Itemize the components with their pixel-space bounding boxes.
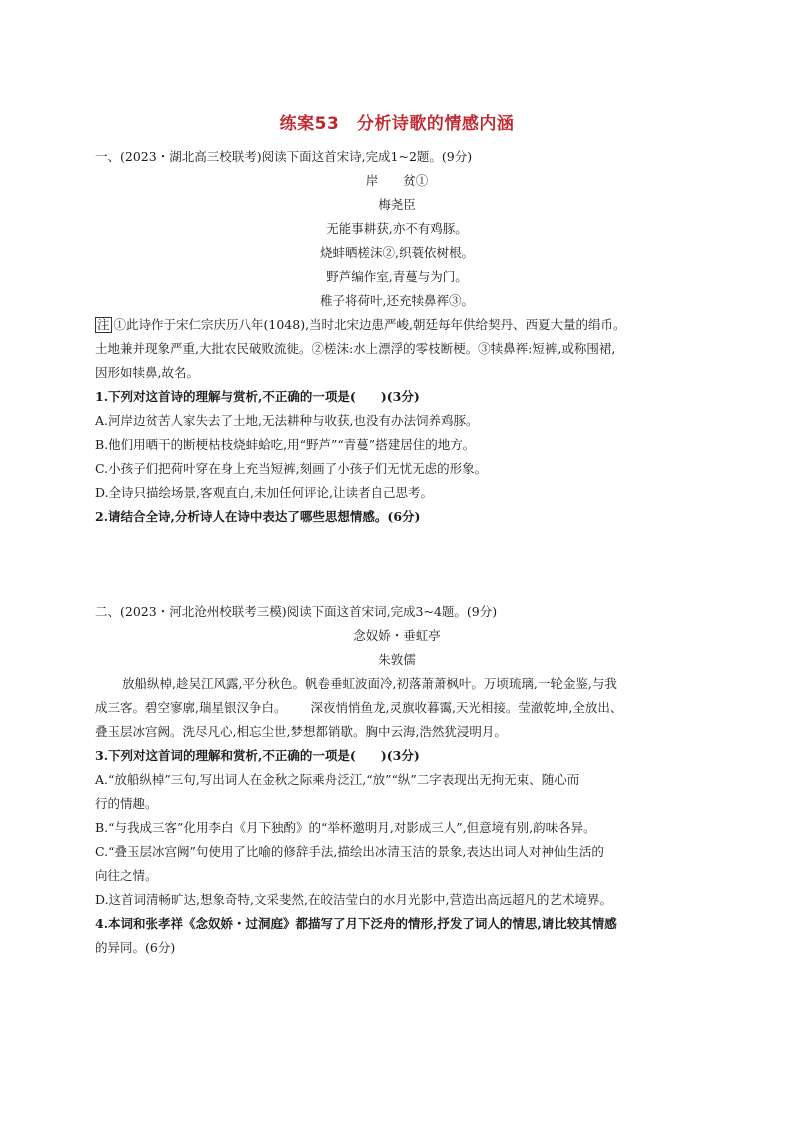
- poem2-line: 放船纵棹,趁吴江风露,平分秋色。帆卷垂虹波面冷,初落萧萧枫叶。万顷琉璃,一轮金鉴,与我: [122, 676, 617, 691]
- q3-option-a: A.“放船纵棹”三句,写出词人在金秋之际乘舟泛江,“放”“纵”二字表现出无拘无束、随心而: [95, 772, 580, 787]
- note-line: [95, 316, 626, 334]
- note-text: ①此诗作于宋仁宗庆历八年(1048),当时北宋边患严峻,朝廷每年供给契丹、西夏大量的绢币。: [113, 317, 626, 332]
- q1-option-a: A.河岸边贫苦人家失去了土地,无法耕种与收获,也没有办法饲养鸡豚。: [95, 413, 479, 428]
- note-line: 因形如犊鼻,故名。: [95, 365, 199, 380]
- poem2-line-part: 深夜悄悄鱼龙,灵旗收暮霭,天光相接。莹澈乾坤,全放出、: [310, 700, 623, 715]
- poem2-author: 朱敦儒: [378, 652, 416, 667]
- poem2-line: [95, 699, 622, 717]
- question-3: 3.下列对这首词的理解和赏析,不正确的一项是( )(3分): [95, 748, 420, 763]
- q3-option-c: C.“叠玉层冰宫阙”句使用了比喻的修辞手法,描绘出冰清玉洁的景象,表达出词人对神仙生活的: [95, 844, 604, 859]
- poem1-line: 野芦编作室,青蔓与为门。: [326, 269, 468, 284]
- section1-header: 一、(2023・湖北高三校联考)阅读下面这首宋诗,完成1~2题。(9分): [95, 149, 473, 164]
- poem1-line: 稚子将荷叶,还充犊鼻裈③。: [320, 293, 474, 308]
- note-label: 注: [97, 317, 110, 332]
- section2-header: 二、(2023・河北沧州校联考三模)阅读下面这首宋词,完成3~4题。(9分): [95, 604, 498, 619]
- page-title: 练案53 分析诗歌的情感内涵: [279, 114, 515, 134]
- q3-option-c-cont: 向往之情。: [95, 868, 158, 883]
- question-1: 1.下列对这首诗的理解与赏析,不正确的一项是( )(3分): [95, 389, 420, 404]
- q1-option-c: C.小孩子们把荷叶穿在身上充当短裤,刻画了小孩子们无忧无虑的形象。: [95, 461, 488, 476]
- q3-option-d: D.这首词清畅旷达,想象奇特,文采斐然,在皎洁莹白的水月光影中,营造出高远超凡的艺术境界。: [95, 892, 612, 907]
- poem1-line: 无能事耕获,亦不有鸡豚。: [326, 221, 468, 236]
- note-line: 土地兼并现象严重,大批农民破败流徙。②槎沫:水上漂浮的零枝断梗。③犊鼻裈:短裤,或称围裙,: [95, 341, 616, 356]
- poem2-line-part: 成三客。碧空寥廓,瑞星银汉争白。: [95, 700, 287, 715]
- question-2: 2.请结合全诗,分析诗人在诗中表达了哪些思想情感。(6分): [95, 509, 421, 524]
- question-4-cont: 的异同。(6分): [95, 940, 176, 955]
- poem1-line: 烧蚌晒槎沫②,织蓑依树根。: [320, 245, 474, 260]
- poem2-title: 念奴娇・垂虹亭: [353, 628, 441, 643]
- q1-option-b: B.他们用晒干的断梗枯枝烧蚌蛤吃,用“野芦”“青蔓”搭建居住的地方。: [95, 437, 476, 452]
- question-4: 4.本词和张孝祥《念奴娇・过洞庭》都描写了月下泛舟的情形,抒发了词人的情思,请比较其情感: [95, 916, 617, 931]
- poem1-author: 梅尧臣: [378, 197, 416, 212]
- q1-option-d: D.全诗只描绘场景,客观直白,未加任何评论,让读者自己思考。: [95, 485, 433, 500]
- poem1-title: 岸 贫①: [365, 173, 429, 188]
- q3-option-a-cont: 行的情趣。: [95, 796, 158, 811]
- q3-option-b: B.“与我成三客”化用李白《月下独酌》的“举杯邀明月,对影成三人”,但意境有别,韵味各异。: [95, 820, 596, 835]
- poem2-line: 叠玉层冰宫阙。洗尽凡心,相忘尘世,梦想都销歇。胸中云海,浩然犹浸明月。: [95, 724, 507, 739]
